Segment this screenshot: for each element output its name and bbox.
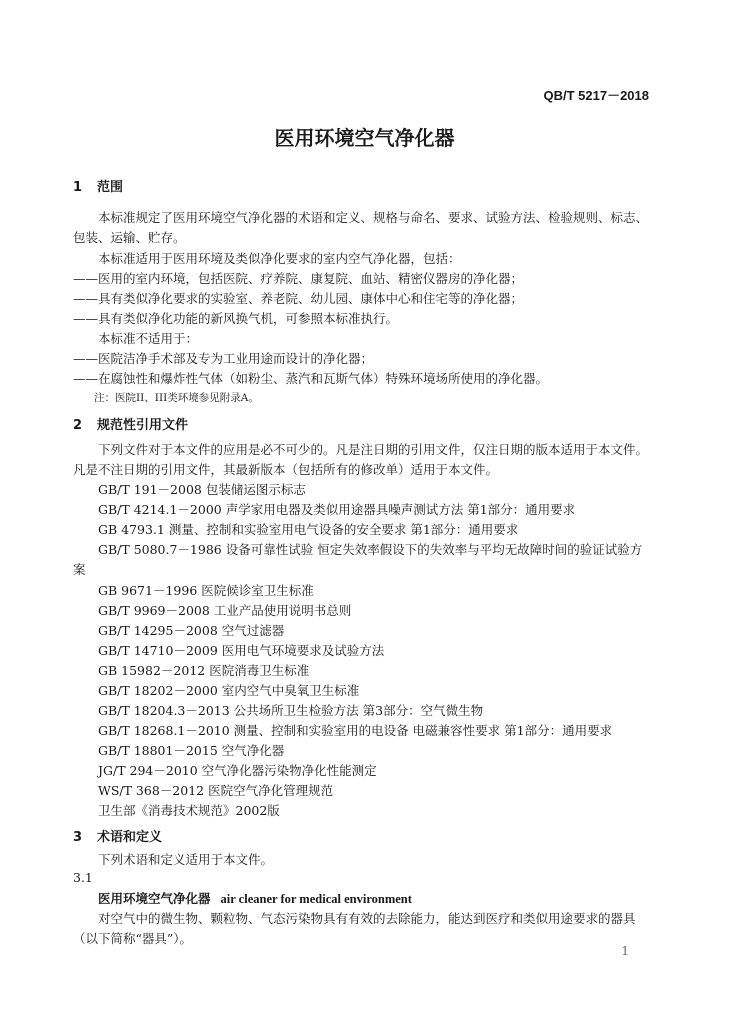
reference-item: GB/T 18268.1－2010 测量、控制和实验室用的电设备 电磁兼容性要求 第1部分：通用要求 bbox=[98, 723, 613, 738]
scope-excluded-item: ——在腐蚀性和爆炸性气体（如粉尘、蒸汽和瓦斯气体）特殊环境场所使用的净化器。 bbox=[73, 371, 549, 386]
section-2-number: 2 bbox=[73, 418, 83, 433]
scope-item: ——具有类似净化功能的新风换气机，可参照本标准执行。 bbox=[73, 311, 399, 326]
reference-item: 卫生部《消毒技术规范》2002版 bbox=[98, 803, 280, 818]
scope-excluded-item: ——医院洁净手术部及专为工业用途而设计的净化器； bbox=[73, 351, 374, 366]
document-title: 医用环境空气净化器 bbox=[274, 126, 455, 150]
term-english: air cleaner for medical environment bbox=[220, 892, 412, 906]
reference-item: GB/T 18204.3－2013 公共场所卫生检验方法 第3部分：空气微生物 bbox=[98, 703, 484, 718]
section-1-title: 范围 bbox=[97, 180, 124, 195]
reference-item: GB/T 18801－2015 空气净化器 bbox=[98, 743, 285, 758]
references-intro-line1: 下列文件对于本文件的应用是必不可少的。凡是注日期的引用文件，仅注日期的版本适用于本文件。 bbox=[98, 442, 649, 457]
reference-item: GB/T 9969－2008 工业产品使用说明书总则 bbox=[98, 603, 352, 618]
subsection-3-1-number: 3.1 bbox=[73, 870, 93, 885]
reference-item: GB/T 5080.7－1986 设备可靠性试验 恒定失效率假设下的失效率与平均无故障时间的验证试验方 bbox=[98, 542, 643, 557]
reference-item: JG/T 294－2010 空气净化器污染物净化性能测定 bbox=[98, 763, 377, 778]
section-2-heading bbox=[73, 414, 188, 433]
section-1-heading bbox=[73, 176, 123, 195]
reference-item: GB/T 14295－2008 空气过滤器 bbox=[98, 623, 285, 638]
reference-item: GB/T 191－2008 包装储运图示标志 bbox=[98, 482, 306, 497]
reference-item: GB 9671－1996 医院候诊室卫生标准 bbox=[98, 583, 314, 598]
reference-item-wrap: 案 bbox=[73, 562, 86, 577]
section-3-heading bbox=[73, 826, 162, 845]
scope-paragraph-line1: 本标准规定了医用环境空气净化器的术语和定义、规格与命名、要求、试验方法、检验规则、标志、 bbox=[98, 210, 649, 225]
reference-item: GB/T 14710－2009 医用电气环境要求及试验方法 bbox=[98, 643, 385, 658]
scope-item: ——医用的室内环境，包括医院、疗养院、康复院、血站、精密仪器房的净化器； bbox=[73, 271, 524, 286]
scope-not-applicable-intro: 本标准不适用于： bbox=[98, 331, 199, 346]
references-intro-line2: 凡是不注日期的引用文件，其最新版本（包括所有的修改单）适用于本文件。 bbox=[73, 462, 499, 477]
term-entry bbox=[98, 889, 412, 907]
term-definition-line1: 对空气中的微生物、颗粒物、气态污染物具有有效的去除能力，能达到医疗和类似用途要求的器具 bbox=[98, 911, 636, 926]
page-number: 1 bbox=[621, 944, 629, 958]
terms-intro: 下列术语和定义适用于本文件。 bbox=[98, 852, 274, 867]
section-3-title: 术语和定义 bbox=[97, 830, 163, 845]
section-1-number: 1 bbox=[73, 180, 83, 195]
term-chinese: 医用环境空气净化器 bbox=[98, 891, 211, 906]
reference-item: GB/T 18202－2000 室内空气中臭氧卫生标准 bbox=[98, 683, 360, 698]
reference-item: GB 4793.1 测量、控制和实验室用电气设备的安全要求 第1部分：通用要求 bbox=[98, 522, 519, 537]
term-definition-line2: （以下简称“器具”）。 bbox=[73, 931, 193, 946]
scope-item: ——具有类似净化要求的实验室、养老院、幼儿园、康体中心和住宅等的净化器； bbox=[73, 291, 524, 306]
section-2-title: 规范性引用文件 bbox=[97, 418, 189, 433]
reference-item: GB 15982－2012 医院消毒卫生标准 bbox=[98, 663, 310, 678]
scope-applicable-intro: 本标准适用于医用环境及类似净化要求的室内空气净化器，包括： bbox=[98, 251, 461, 266]
reference-item: WS/T 368－2012 医院空气净化管理规范 bbox=[98, 783, 334, 798]
scope-note: 注：医院II、III类环境参见附录A。 bbox=[94, 392, 259, 404]
section-3-number: 3 bbox=[73, 830, 83, 845]
standard-code: QB/T 5217－2018 bbox=[543, 88, 649, 103]
reference-item: GB/T 4214.1－2000 声学家用电器及类似用途器具噪声测试方法 第1部分：通用要求 bbox=[98, 502, 576, 517]
scope-paragraph-line2: 包装、运输、贮存。 bbox=[73, 230, 186, 245]
